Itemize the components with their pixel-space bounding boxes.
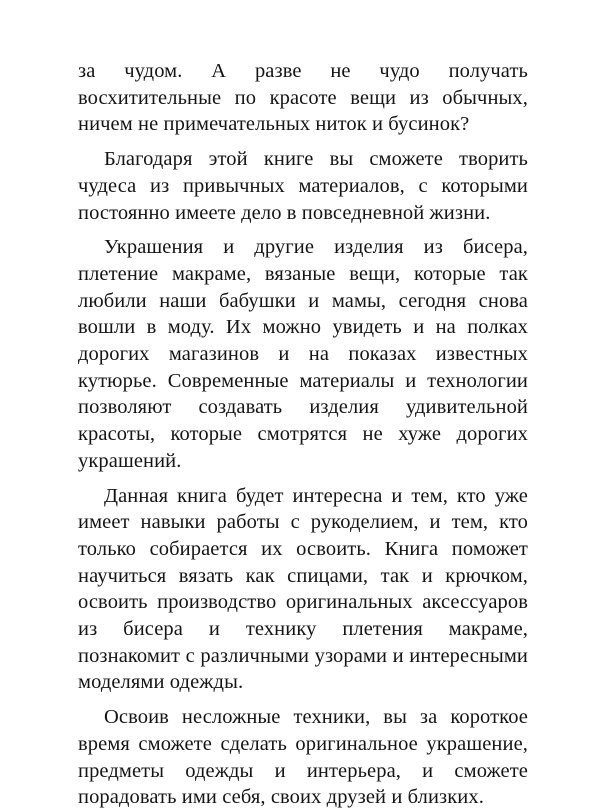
paragraph-book-benefit: Благодаря этой книге вы сможете творить чудеса из привычных материалов, с которыми постоянно имеете дело в повседневной жизни. bbox=[78, 148, 528, 224]
paragraph-continuation: за чудом. А разве не чудо получать восхитительные по красоте вещи из обычных, ничем не примечательных ниток и бусинок? bbox=[78, 60, 528, 136]
paragraph-conclusion: Освоив несложные техники, вы за короткое время сможете сделать оригинальное украшение, предметы одежды и интерьера, и сможете порадовать ими себя, своих друзей и близких. bbox=[78, 706, 528, 809]
paragraph-handicraft-fashion: Украшения и другие изделия из бисера, плетение макраме, вязаные вещи, которые так любили наши бабушки и мамы, сегодня снова вошли в моду. Их можно увидеть и на полках дорогих магазинов и на показах известных кутюрье. Современные материалы и технологии позволяют создавать изделия удивительной красоты, которые смотрятся не хуже дорогих украшений. bbox=[78, 236, 528, 472]
book-page bbox=[78, 58, 528, 811]
paragraph-book-audience: Данная книга будет интересна и тем, кто уже имеет навыки работы с рукоделием, и тем, кто только собирается их освоить. Книга поможет научиться вязать как спицами, так и крючком, освоить производство оригинальных аксессуаров из бисера и технику плетения макраме, познакомит с различными узорами и интересными моделями одежды. bbox=[78, 484, 528, 694]
